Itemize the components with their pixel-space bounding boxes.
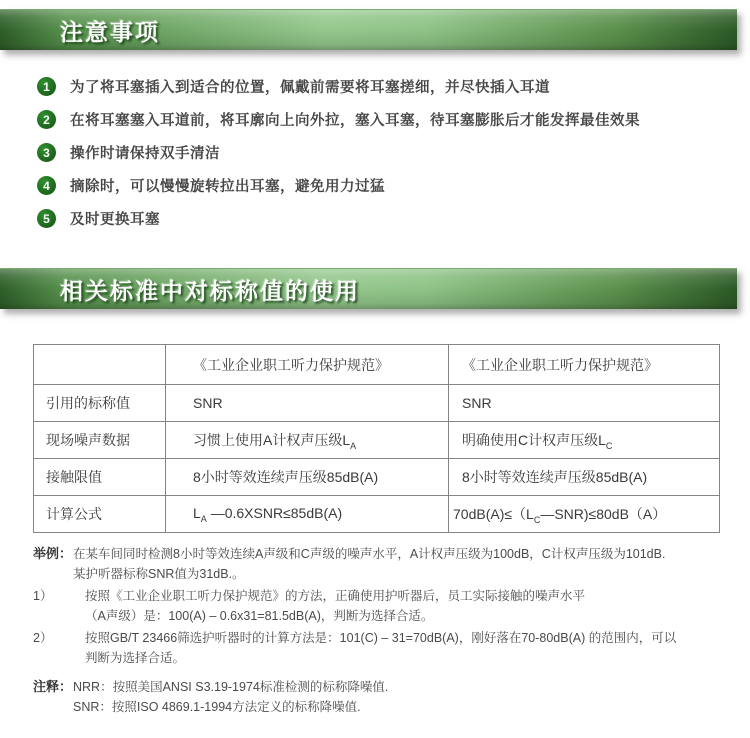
- precaution-item-2: [37, 110, 750, 129]
- note-2: [33, 628, 750, 668]
- note-line: 按照GB/T 23466筛选护听器时的计算方法是：101(C) – 31=70dB(A)，刚好落在70-80dB(A) 的范围内，可以: [85, 631, 677, 645]
- precautions-list: [37, 77, 750, 228]
- section2-title: 相关标准中对标称值的使用: [60, 277, 360, 304]
- note-label: 注释：: [33, 679, 73, 694]
- row-label: 引用的标称值: [34, 385, 166, 422]
- row-label: 现场噪声数据: [34, 422, 166, 459]
- note-label: 2）: [33, 631, 53, 645]
- note-line: NRR：按照美国ANSI S3.19-1974标准检测的标称降噪值.: [73, 680, 389, 694]
- precaution-item-3: [37, 143, 750, 162]
- note-example: [33, 544, 750, 584]
- subscript: C: [533, 514, 541, 525]
- note-line: 判断为选择合适。: [85, 651, 186, 665]
- note-content: [73, 544, 665, 584]
- subscript: C: [605, 440, 613, 451]
- section1-header-bar: [0, 9, 737, 50]
- item-text: 摘除时，可以慢慢旋转拉出耳塞，避免用力过猛: [70, 179, 385, 195]
- table-header-standard-b: 《工业企业职工听力保护规范》: [449, 345, 720, 385]
- note-line: SNR：按照ISO 4869.1-1994方法定义的标称降噪值.: [73, 700, 361, 714]
- cell-value: 8小时等效连续声压级85dB(A): [449, 459, 720, 496]
- note-line: 按照《工业企业职工听力保护规范》的方法，正确使用护听器后，员工实际接触的噪声水平: [85, 589, 586, 603]
- note-label: 1）: [33, 589, 53, 603]
- section2-header-bar: [0, 268, 737, 309]
- note-label: 举例：: [33, 546, 73, 561]
- note-line: （A声级）是：100(A) – 0.6x31=81.5dB(A)，判断为选择合适。: [85, 609, 434, 623]
- note-content: [73, 677, 388, 717]
- row-label: 接触限值: [34, 459, 166, 496]
- table-header-empty: [34, 345, 166, 385]
- cell-value: 8小时等效连续声压级85dB(A): [166, 459, 449, 496]
- table-row-formula: [34, 496, 720, 533]
- table-row-exposure-limit: [34, 459, 720, 496]
- cell-value: SNR: [449, 385, 720, 422]
- note-line: 在某车间同时检测8小时等效连续A声级和C声级的噪声水平，A计权声压级为100dB，C计权声压级为101dB.: [73, 547, 666, 561]
- item-text: 为了将耳塞插入到适合的位置，佩戴前需要将耳塞搓细，并尽快插入耳道: [70, 80, 550, 96]
- table-header-standard-a: 《工业企业职工听力保护规范》: [166, 345, 449, 385]
- table-row-nominal-value: [34, 385, 720, 422]
- row-label: 计算公式: [34, 496, 166, 533]
- subscript: A: [200, 513, 207, 524]
- table-header-row: [34, 345, 720, 385]
- item-number-badge: 5: [37, 209, 56, 228]
- notes-section: [33, 544, 750, 717]
- item-number-badge: 2: [37, 110, 56, 129]
- note-content: [85, 628, 676, 668]
- note-1: [33, 586, 750, 626]
- cell-formula: $L_A$ —0.6XSNR≤85dB(A): [166, 496, 449, 533]
- note-line: 某护听器标称SNR值为31dB.。: [73, 567, 245, 581]
- standards-table: [33, 344, 720, 533]
- note-content: [85, 586, 585, 626]
- cell-value: 明确使用C计权声压级$L_C$: [449, 422, 720, 459]
- section1-title: 注意事项: [60, 18, 160, 45]
- note-remark: [33, 677, 750, 717]
- item-text: 及时更换耳塞: [70, 212, 160, 228]
- table-row-site-noise-data: [34, 422, 720, 459]
- item-number-badge: 1: [37, 77, 56, 96]
- precaution-item-1: [37, 77, 750, 96]
- item-text: 在将耳塞塞入耳道前，将耳廓向上向外拉，塞入耳塞，待耳塞膨胀后才能发挥最佳效果: [70, 113, 640, 129]
- item-text: 操作时请保持双手清洁: [70, 146, 220, 162]
- cell-value: SNR: [166, 385, 449, 422]
- precaution-item-5: [37, 209, 750, 228]
- precaution-item-4: [37, 176, 750, 195]
- cell-value: 习惯上使用A计权声压级$L_A$: [166, 422, 449, 459]
- cell-formula: $70dB(A)\le(L_C—SNR)\le 80dB(A)$: [449, 496, 720, 533]
- subscript: A: [350, 440, 357, 451]
- item-number-badge: 3: [37, 143, 56, 162]
- item-number-badge: 4: [37, 176, 56, 195]
